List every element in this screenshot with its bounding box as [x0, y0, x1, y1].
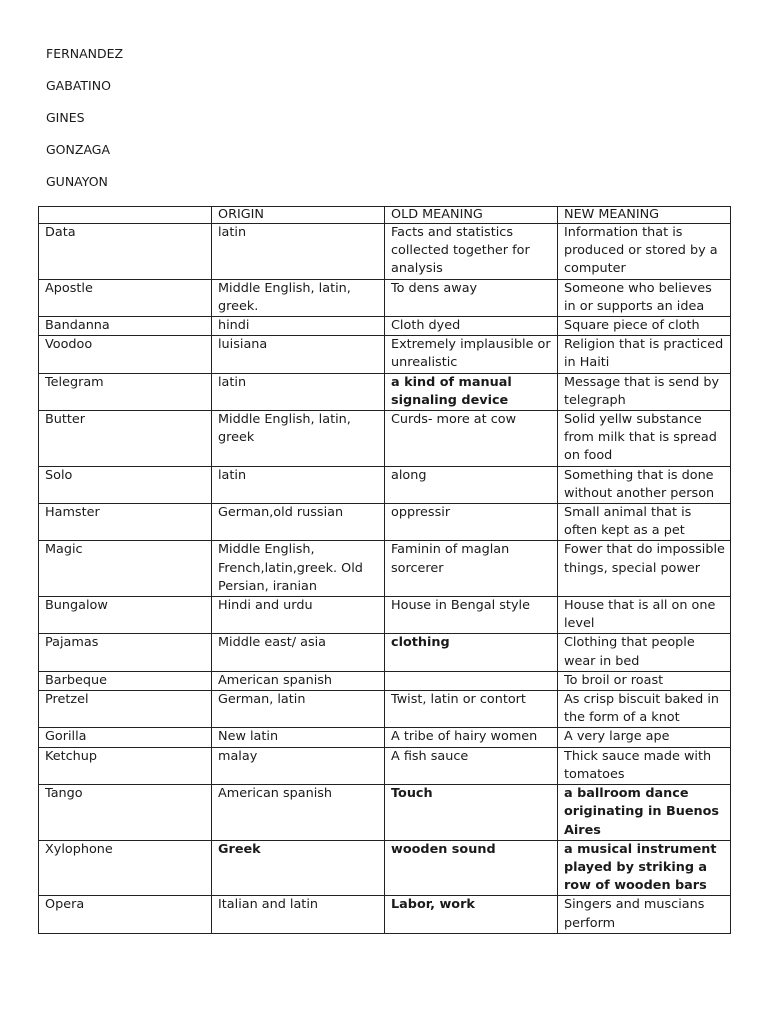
student-name: GUNAYON: [46, 174, 108, 189]
new-meaning-cell: To broil or roast: [558, 671, 731, 690]
old-meaning-cell: To dens away: [385, 279, 558, 316]
new-meaning-cell: Singers and muscians perform: [558, 896, 731, 933]
origin-cell: Middle English, French,latin,greek. Old Persian, iranian: [212, 541, 385, 597]
new-meaning-cell: Clothing that people wear in bed: [558, 634, 731, 671]
table-header-row: [39, 207, 731, 224]
new-meaning-cell: As crisp biscuit baked in the form of a knot: [558, 691, 731, 728]
table-row: [39, 691, 731, 728]
origin-cell: latin: [212, 373, 385, 410]
new-meaning-cell: Small animal that is often kept as a pet: [558, 504, 731, 541]
table-row: [39, 279, 731, 316]
old-meaning-cell: Touch: [385, 785, 558, 841]
origin-cell: Middle English, latin, greek.: [212, 279, 385, 316]
new-meaning-cell: Message that is send by telegraph: [558, 373, 731, 410]
student-name: GABATINO: [46, 78, 111, 93]
word-cell: Pretzel: [39, 691, 212, 728]
old-meaning-cell: Cloth dyed: [385, 317, 558, 336]
table-row: [39, 896, 731, 933]
new-meaning-cell: Solid yellw substance from milk that is spread on food: [558, 411, 731, 467]
old-meaning-cell: Curds- more at cow: [385, 411, 558, 467]
old-meaning-cell: along: [385, 466, 558, 503]
word-cell: Butter: [39, 411, 212, 467]
word-cell: Tango: [39, 785, 212, 841]
new-meaning-cell: Religion that is practiced in Haiti: [558, 336, 731, 373]
new-meaning-cell: Fower that do impossible things, special power: [558, 541, 731, 597]
old-meaning-cell: Labor, work: [385, 896, 558, 933]
old-meaning-cell: wooden sound: [385, 840, 558, 896]
word-cell: Pajamas: [39, 634, 212, 671]
origin-cell: Greek: [212, 840, 385, 896]
etymology-table: [38, 206, 731, 934]
old-meaning-cell: Twist, latin or contort: [385, 691, 558, 728]
new-meaning-cell: Someone who believes in or supports an idea: [558, 279, 731, 316]
student-name: GINES: [46, 110, 85, 125]
header-origin: ORIGIN: [212, 207, 385, 224]
new-meaning-cell: a musical instrument played by striking a row of wooden bars: [558, 840, 731, 896]
old-meaning-cell: Faminin of maglan sorcerer: [385, 541, 558, 597]
header-new-meaning: NEW MEANING: [558, 207, 731, 224]
origin-cell: American spanish: [212, 671, 385, 690]
table-row: [39, 597, 731, 634]
old-meaning-cell: A fish sauce: [385, 747, 558, 784]
word-cell: Hamster: [39, 504, 212, 541]
origin-cell: hindi: [212, 317, 385, 336]
origin-cell: American spanish: [212, 785, 385, 841]
word-cell: Bungalow: [39, 597, 212, 634]
new-meaning-cell: House that is all on one level: [558, 597, 731, 634]
word-cell: Ketchup: [39, 747, 212, 784]
student-name: FERNANDEZ: [46, 46, 124, 61]
old-meaning-cell: a kind of manual signaling device: [385, 373, 558, 410]
table-row: [39, 224, 731, 280]
old-meaning-cell: House in Bengal style: [385, 597, 558, 634]
word-cell: Solo: [39, 466, 212, 503]
origin-cell: German,old russian: [212, 504, 385, 541]
student-names-list: [46, 46, 123, 206]
origin-cell: Hindi and urdu: [212, 597, 385, 634]
table-row: [39, 504, 731, 541]
table-row: [39, 336, 731, 373]
word-cell: Voodoo: [39, 336, 212, 373]
new-meaning-cell: A very large ape: [558, 728, 731, 747]
table-row: [39, 466, 731, 503]
table-row: [39, 411, 731, 467]
origin-cell: Italian and latin: [212, 896, 385, 933]
origin-cell: German, latin: [212, 691, 385, 728]
word-cell: Gorilla: [39, 728, 212, 747]
new-meaning-cell: Thick sauce made with tomatoes: [558, 747, 731, 784]
table-row: [39, 634, 731, 671]
new-meaning-cell: a ballroom dance originating in Buenos Aires: [558, 785, 731, 841]
header-old-meaning: OLD MEANING: [385, 207, 558, 224]
new-meaning-cell: Information that is produced or stored by a computer: [558, 224, 731, 280]
word-cell: Magic: [39, 541, 212, 597]
origin-cell: luisiana: [212, 336, 385, 373]
word-cell: Barbeque: [39, 671, 212, 690]
word-cell: Data: [39, 224, 212, 280]
word-cell: Opera: [39, 896, 212, 933]
origin-cell: Middle English, latin, greek: [212, 411, 385, 467]
new-meaning-cell: Something that is done without another person: [558, 466, 731, 503]
old-meaning-cell: A tribe of hairy women: [385, 728, 558, 747]
origin-cell: malay: [212, 747, 385, 784]
origin-cell: New latin: [212, 728, 385, 747]
old-meaning-cell: Extremely implausible or unrealistic: [385, 336, 558, 373]
table-row: [39, 671, 731, 690]
word-cell: Telegram: [39, 373, 212, 410]
old-meaning-cell: clothing: [385, 634, 558, 671]
table-row: [39, 785, 731, 841]
word-cell: Apostle: [39, 279, 212, 316]
table-row: [39, 728, 731, 747]
table-row: [39, 747, 731, 784]
new-meaning-cell: Square piece of cloth: [558, 317, 731, 336]
table-row: [39, 317, 731, 336]
student-name: GONZAGA: [46, 142, 111, 157]
old-meaning-cell: oppressir: [385, 504, 558, 541]
origin-cell: latin: [212, 466, 385, 503]
table-row: [39, 541, 731, 597]
old-meaning-cell: [385, 671, 558, 690]
header-word: [39, 207, 212, 224]
old-meaning-cell: Facts and statistics collected together for analysis: [385, 224, 558, 280]
word-cell: Xylophone: [39, 840, 212, 896]
origin-cell: Middle east/ asia: [212, 634, 385, 671]
table-row: [39, 373, 731, 410]
table-row: [39, 840, 731, 896]
origin-cell: latin: [212, 224, 385, 280]
word-cell: Bandanna: [39, 317, 212, 336]
